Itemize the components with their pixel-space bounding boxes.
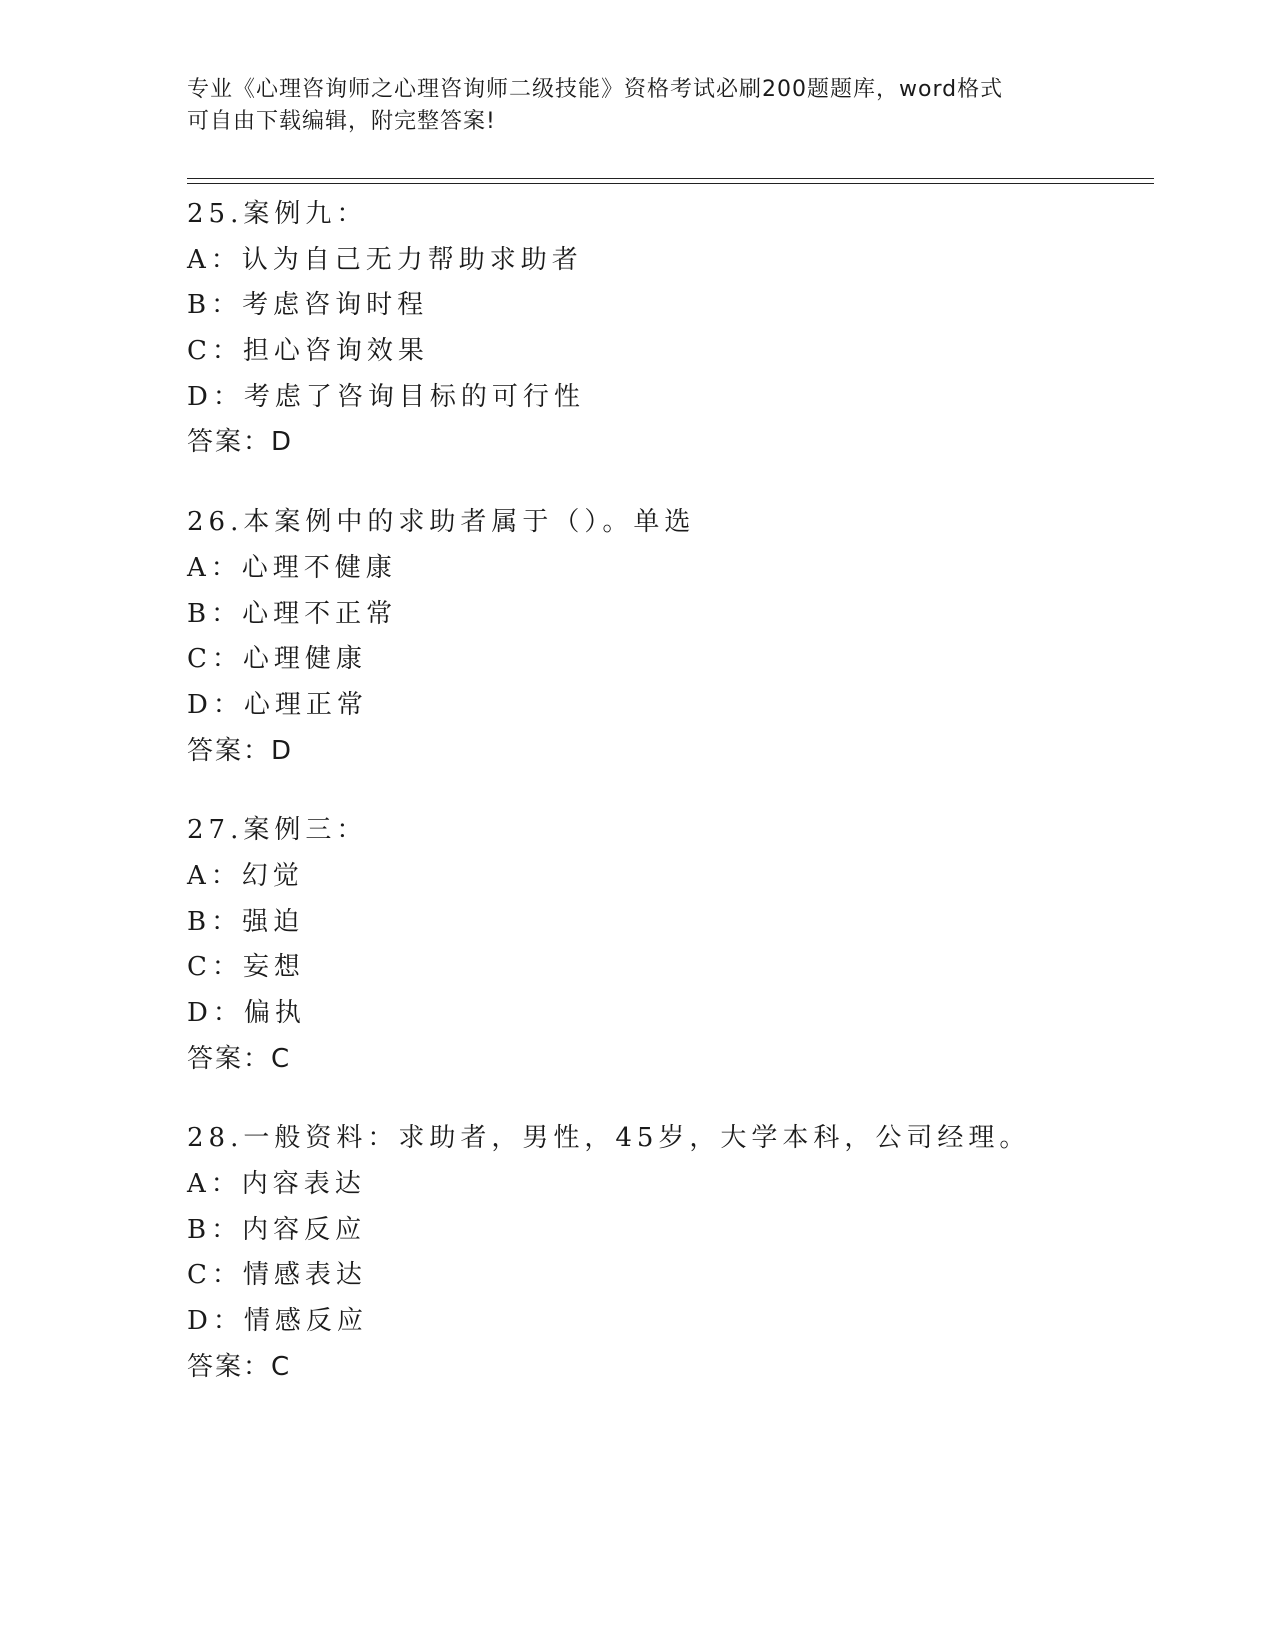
option-c: C：妄想 <box>187 952 305 983</box>
question-list <box>187 192 1154 1425</box>
option-a: A：幻觉 <box>187 860 304 891</box>
answer: 答案：C <box>187 1351 292 1382</box>
option-b: B：考虑咨询时程 <box>187 290 429 321</box>
header-line-1: 专业《心理咨询师之心理咨询师二级技能》资格考试必刷200题题库，word格式 <box>187 77 1004 102</box>
question-stem: 28.一般资料：求助者，男性，45岁，大学本科，公司经理。 <box>187 1123 1031 1154</box>
option-d: D：偏执 <box>187 998 306 1028</box>
option-a: A：内容表达 <box>187 1169 366 1200</box>
question-27 <box>187 808 1154 1082</box>
answer: 答案：D <box>187 735 294 766</box>
option-a: A：认为自己无力帮助求助者 <box>187 244 583 275</box>
document-header <box>187 74 1087 138</box>
question-stem: 26.本案例中的求助者属于（）。单选 <box>187 507 696 538</box>
question-28 <box>187 1116 1154 1390</box>
question-26 <box>187 500 1154 774</box>
option-d: D：心理正常 <box>187 689 368 720</box>
option-c: C：心理健康 <box>187 644 367 675</box>
option-a: A：心理不健康 <box>187 552 397 583</box>
option-b: B：内容反应 <box>187 1214 367 1245</box>
option-b: B：心理不正常 <box>187 598 398 629</box>
header-divider-top <box>187 178 1154 179</box>
question-stem: 27.案例三： <box>187 815 368 846</box>
option-d: D：情感反应 <box>187 1306 368 1337</box>
option-c: C：担心咨询效果 <box>187 336 429 367</box>
question-25 <box>187 192 1154 466</box>
option-c: C：情感表达 <box>187 1260 367 1291</box>
answer: 答案：C <box>187 1043 292 1074</box>
header-divider-bottom <box>187 183 1154 184</box>
option-d: D：考虑了咨询目标的可行性 <box>187 381 585 412</box>
question-stem: 25.案例九： <box>187 199 368 229</box>
option-b: B：强迫 <box>187 906 305 937</box>
answer: 答案：D <box>187 427 294 458</box>
header-line-2: 可自由下载编辑，附完整答案! <box>187 109 496 134</box>
